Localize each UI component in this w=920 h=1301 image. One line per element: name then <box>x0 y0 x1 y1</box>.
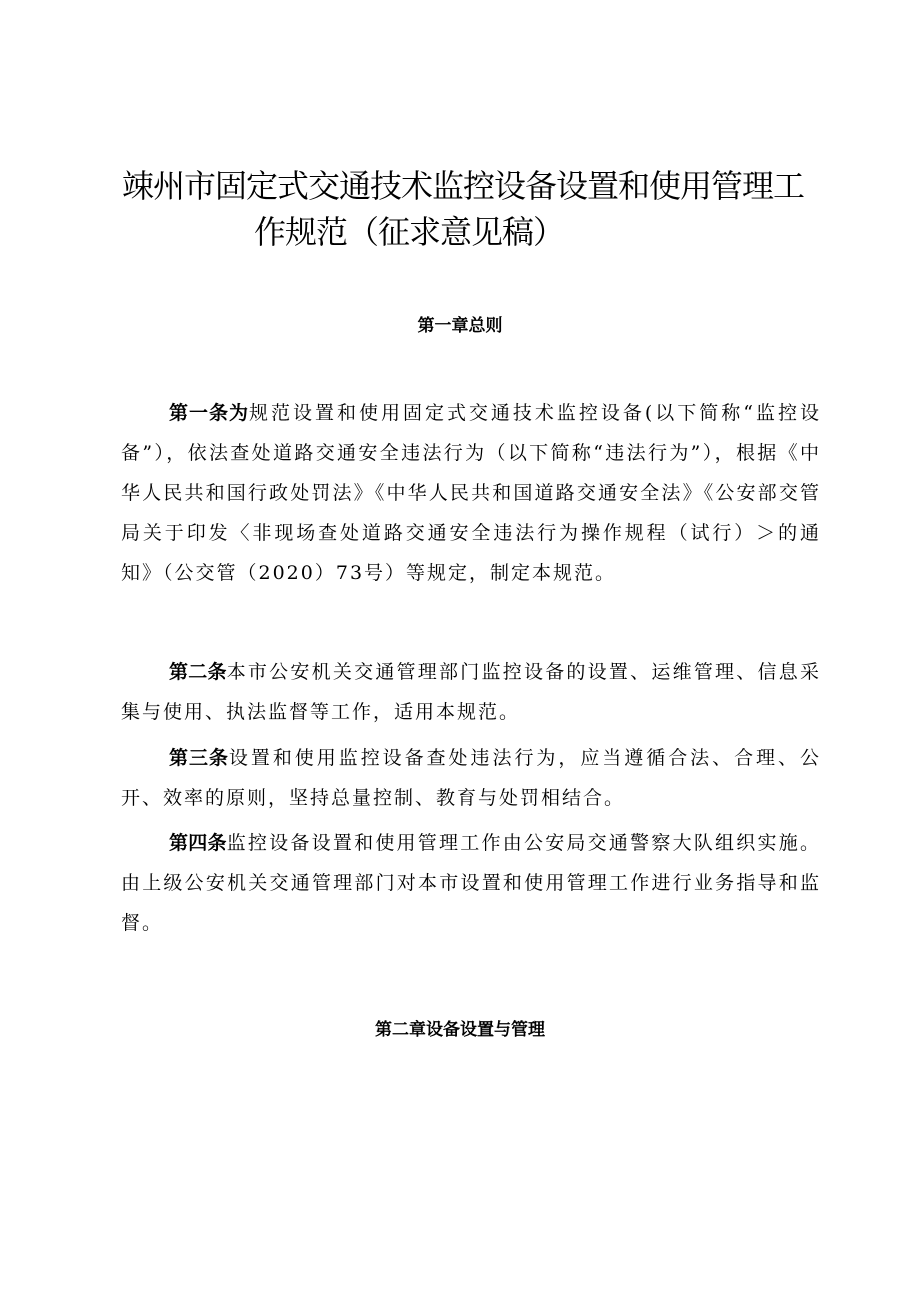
document-title <box>122 163 822 255</box>
article-1-text: 规范设置和使用固定式交通技术监控设备(以下简称“监控设备”），依法查处道路交通安全违法行为（以下简称“违法行为”），根据《中华人民共和国行政处罚法》《中华人民共和国道路交通安全法》《公安部交管局关于印发〈非现场查处道路交通安全违法行为操作规程（试行）＞的通知》（公交管（2020）73号）等规定，制定本规范。 <box>121 402 821 584</box>
article-1-lead: 第一条为 <box>169 402 249 424</box>
chapter-heading-1: 第一章总则 <box>417 316 503 336</box>
article-3 <box>121 738 821 818</box>
article-4-text: 监控设备设置和使用管理工作由公安局交通警察大队组织实施。由上级公安机关交通管理部门对本市设置和使用管理工作进行业务指导和监督。 <box>121 832 821 934</box>
document-title-line-2: 作规范（征求意见稿） <box>254 213 565 251</box>
article-2-lead: 第二条 <box>169 661 227 683</box>
article-1 <box>121 393 821 593</box>
article-4-lead: 第四条 <box>169 832 227 854</box>
article-3-text: 设置和使用监控设备查处违法行为，应当遵循合法、合理、公开、效率的原则，坚持总量控制、教育与处罚相结合。 <box>121 747 821 809</box>
article-2 <box>121 652 821 732</box>
document-title-line-1: 竦州市固定式交通技术监控设备设置和使用管理工 <box>122 167 805 205</box>
chapter-heading-2: 第二章设备设置与管理 <box>375 1020 545 1040</box>
article-2-text: 本市公安机关交通管理部门监控设备的设置、运维管理、信息采集与使用、执法监督等工作，适用本规范。 <box>121 661 821 723</box>
article-4 <box>121 823 821 943</box>
article-3-lead: 第三条 <box>169 747 229 769</box>
